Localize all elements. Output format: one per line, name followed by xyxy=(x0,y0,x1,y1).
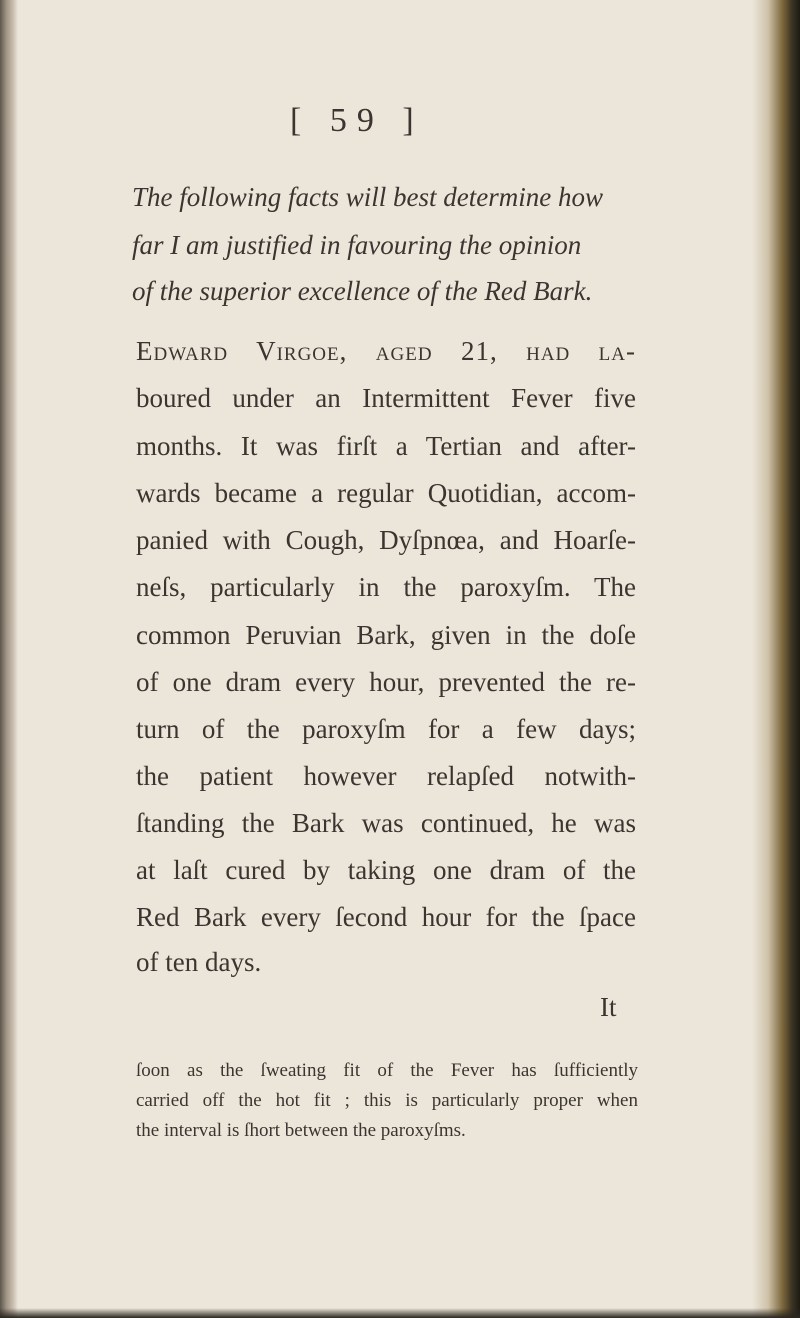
body-line-14: of ten days. xyxy=(136,947,262,977)
page-left-edge xyxy=(0,0,18,1318)
body-line-1-text: Edward Virgoe, aged 21, had la- xyxy=(136,336,636,366)
footnote-line-2: carried off the hot fit ; this is particularly proper when xyxy=(136,1090,638,1111)
catchword: It xyxy=(600,992,617,1022)
page-bottom-edge xyxy=(0,1308,800,1318)
body-line-2: boured under an Intermittent Fever five xyxy=(136,383,636,413)
body-line-12: at laſt cured by taking one dram of the xyxy=(136,855,636,885)
body-line-9: turn of the paroxyſm for a few days; xyxy=(136,714,636,744)
page-number-header: [ 59 ] xyxy=(290,102,424,139)
body-line-8: of one dram every hour, prevented the re- xyxy=(136,667,636,697)
body-line-1 xyxy=(136,336,636,367)
body-line-6: neſs, particularly in the paroxyſm. The xyxy=(136,572,636,602)
body-line-11: ſtanding the Bark was continued, he was xyxy=(136,808,636,838)
intro-line-3: of the superior excellence of the Red Bark. xyxy=(132,276,593,306)
body-line-5: panied with Cough, Dyſpnœa, and Hoarſe- xyxy=(136,525,636,555)
footnote-line-3: the interval is ſhort between the paroxyſms. xyxy=(136,1120,466,1141)
footnote-line-1: ſoon as the ſweating fit of the Fever has ſufficiently xyxy=(136,1060,638,1081)
body-line-7: common Peruvian Bark, given in the doſe xyxy=(136,620,636,650)
body-line-3: months. It was firſt a Tertian and after- xyxy=(136,431,636,461)
intro-line-1: The following facts will best determine how xyxy=(132,182,603,212)
intro-line-2: far I am justified in favouring the opinion xyxy=(132,230,582,260)
page-right-edge xyxy=(752,0,800,1318)
body-line-4: wards became a regular Quotidian, accom- xyxy=(136,478,636,508)
body-line-10: the patient however relapſed notwith- xyxy=(136,761,636,791)
body-line-13: Red Bark every ſecond hour for the ſpace xyxy=(136,902,636,932)
